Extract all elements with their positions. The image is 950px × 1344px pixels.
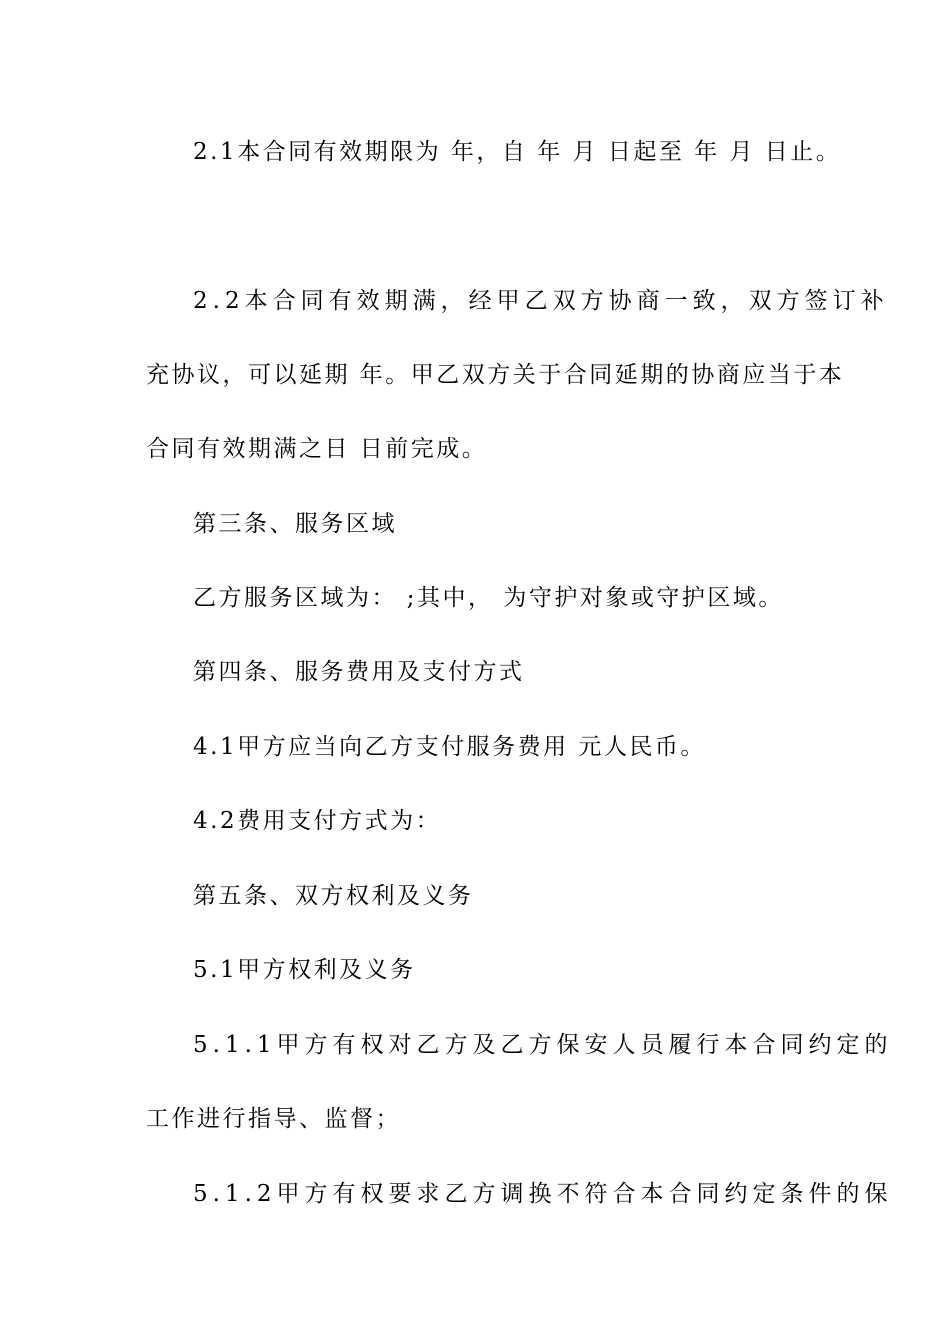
clause-2-2-line-2: 充协议，可以延期 年。甲乙双方关于合同延期的协商应当于本 — [146, 362, 845, 388]
article-4-heading: 第四条、服务费用及支付方式 — [193, 659, 525, 685]
clause-2-2-line-3: 合同有效期满之日 日前完成。 — [146, 436, 488, 462]
article-5-heading: 第五条、双方权利及义务 — [193, 883, 474, 909]
clause-2-1: 2.1本合同有效期限为 年，自 年 月 日起至 年 月 日止。 — [193, 139, 842, 165]
clause-4-1: 4.1甲方应当向乙方支付服务费用 元人民币。 — [193, 734, 706, 760]
clause-5-1-1-line-1: 5.1.1甲方有权对乙方及乙方保安人员履行本合同约定的 — [193, 1032, 893, 1058]
clause-2-2-line-1: 2.2本合同有效期满，经甲乙双方协商一致，双方签订补 — [193, 288, 889, 314]
clause-5-1-2-line-1: 5.1.2甲方有权要求乙方调换不符合本合同约定条件的保 — [193, 1181, 893, 1207]
article-3-service-area: 乙方服务区域为： ;其中， 为守护对象或守护区域。 — [193, 585, 784, 611]
clause-4-2: 4.2费用支付方式为： — [193, 808, 442, 834]
clause-5-1-1-line-2: 工作进行指导、监督； — [146, 1106, 401, 1132]
clause-5-1: 5.1甲方权利及义务 — [193, 957, 416, 983]
article-3-heading: 第三条、服务区域 — [193, 511, 397, 537]
